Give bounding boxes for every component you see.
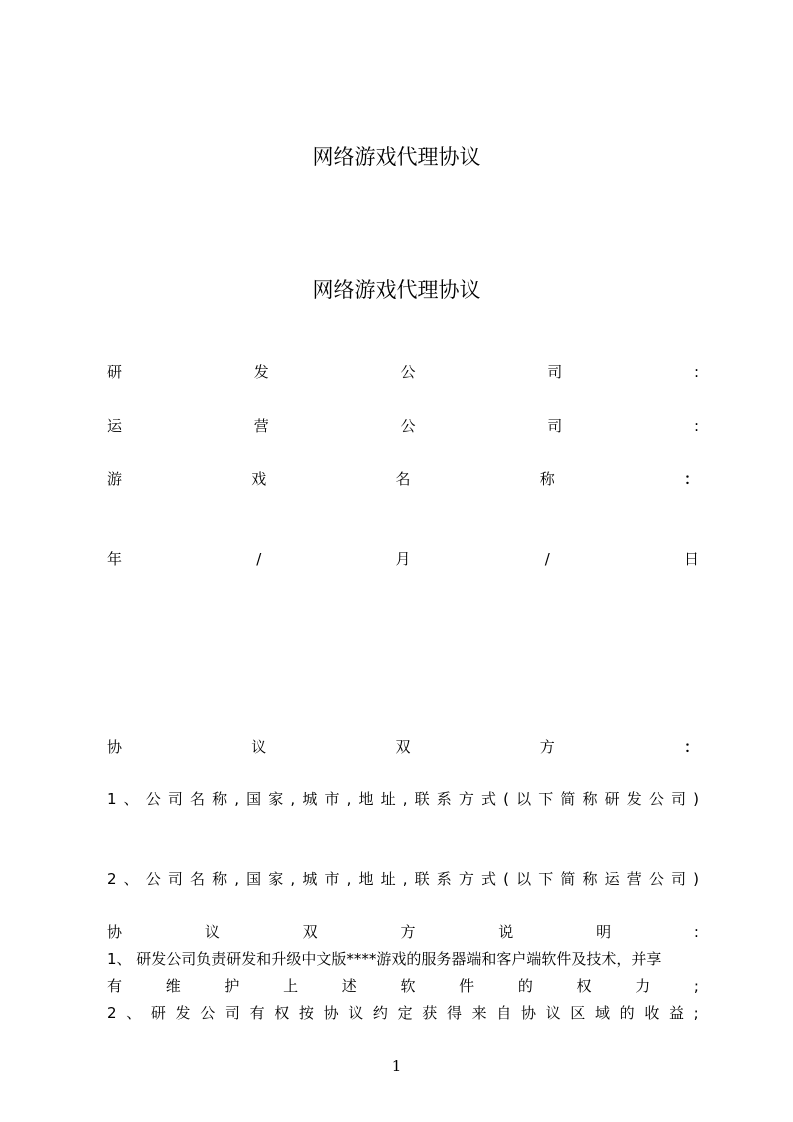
justified-char: 以 [516, 790, 532, 808]
page-number: 1 [391, 1057, 402, 1075]
justified-char: 2 [107, 870, 117, 888]
justified-char: 按 [298, 1004, 314, 1022]
justified-char: 协 [107, 738, 123, 756]
justified-char: 称 [212, 790, 228, 808]
justified-char: 司 [224, 1004, 240, 1022]
justified-char: 公 [400, 417, 416, 435]
justified-char: 地 [358, 870, 374, 888]
justified-char: 市 [324, 790, 340, 808]
justified-char: 权 [274, 1004, 290, 1022]
justified-char: : [693, 363, 699, 381]
justified-char: ： [683, 738, 699, 756]
justified-char: 家 [268, 790, 284, 808]
justified-char: 国 [246, 790, 262, 808]
justified-char: 城 [302, 790, 318, 808]
justified-char: 称 [582, 870, 598, 888]
justified-char: , [234, 790, 240, 808]
clause-1-line-2 [107, 976, 699, 996]
operating-company-field [107, 416, 699, 436]
justified-char: 方 [400, 923, 416, 941]
justified-char: 公 [648, 870, 664, 888]
justified-char: 议 [251, 738, 267, 756]
justified-char: 址 [380, 790, 396, 808]
justified-char: ( [503, 870, 509, 888]
justified-char: 、 [123, 790, 139, 808]
parties-explanation-heading [107, 922, 699, 942]
justified-char: 营 [626, 870, 642, 888]
justified-char: 收 [644, 1004, 660, 1022]
justified-char: 司 [547, 363, 563, 381]
justified-char: 称 [539, 470, 555, 488]
justified-char: , [346, 790, 352, 808]
justified-char: / [544, 550, 550, 568]
justified-char: 护 [224, 977, 240, 995]
justified-char: ( [503, 790, 509, 808]
justified-char: / [256, 550, 262, 568]
justified-char: 式 [480, 790, 496, 808]
justified-char: ; [693, 1004, 699, 1022]
justified-char: 、 [126, 1004, 142, 1022]
justified-char: 以 [516, 870, 532, 888]
justified-char: 游 [107, 470, 123, 488]
justified-char: ) [693, 870, 699, 888]
justified-char: 来 [471, 1004, 487, 1022]
clause-2-line [107, 1003, 699, 1023]
justified-char: 月 [395, 550, 411, 568]
justified-char: 协 [323, 1004, 339, 1022]
parties-heading [107, 737, 699, 757]
justified-char: 域 [594, 1004, 610, 1022]
clause-1-line-1: 1、 研发公司负责研发和升级中文版****游戏的服务器端和客户端软件及技术，并享 [107, 950, 662, 968]
justified-char: 上 [283, 977, 299, 995]
justified-char: 城 [302, 870, 318, 888]
justified-char: 自 [496, 1004, 512, 1022]
justified-char: ; [693, 977, 699, 995]
justified-char: 方 [539, 738, 555, 756]
justified-char: 件 [459, 977, 475, 995]
justified-char: 名 [190, 870, 206, 888]
justified-char: : [693, 923, 699, 941]
justified-char: 2 [107, 1004, 117, 1022]
justified-char: 有 [107, 977, 123, 995]
justified-char: 双 [395, 738, 411, 756]
justified-char: 益 [668, 1004, 684, 1022]
justified-char: 下 [538, 870, 554, 888]
justified-char: 说 [498, 923, 514, 941]
justified-char: 方 [458, 790, 474, 808]
justified-char: 研 [150, 1004, 166, 1022]
justified-char: 公 [145, 870, 161, 888]
justified-char: 司 [670, 790, 686, 808]
justified-char: 地 [358, 790, 374, 808]
date-field [107, 549, 699, 569]
justified-char: 市 [324, 870, 340, 888]
justified-char: 发 [253, 363, 269, 381]
justified-char: 联 [414, 870, 430, 888]
justified-char: 1 [107, 790, 117, 808]
document-title: 网络游戏代理协议 [312, 145, 481, 169]
justified-char: 协 [520, 1004, 536, 1022]
party-1-line [107, 789, 699, 809]
justified-char: 议 [204, 923, 220, 941]
justified-char: , [290, 790, 296, 808]
justified-char: 议 [545, 1004, 561, 1022]
justified-char: 系 [436, 790, 452, 808]
justified-char: 协 [107, 923, 123, 941]
justified-char: 年 [107, 550, 123, 568]
justified-char: , [346, 870, 352, 888]
justified-char: 、 [123, 870, 139, 888]
game-name-field [107, 469, 699, 489]
justified-char: 式 [480, 870, 496, 888]
justified-char: 系 [436, 870, 452, 888]
dev-company-field [107, 362, 699, 382]
justified-char: 司 [167, 790, 183, 808]
justified-char: 下 [538, 790, 554, 808]
justified-char: 营 [253, 417, 269, 435]
justified-char: 公 [648, 790, 664, 808]
justified-char: ： [683, 470, 699, 488]
justified-char: 称 [582, 790, 598, 808]
justified-char: 联 [414, 790, 430, 808]
justified-char: ) [693, 790, 699, 808]
justified-char: 运 [107, 417, 123, 435]
justified-char: 司 [167, 870, 183, 888]
justified-char: 软 [400, 977, 416, 995]
justified-char: 运 [604, 870, 620, 888]
justified-char: 简 [560, 790, 576, 808]
justified-char: 公 [145, 790, 161, 808]
justified-char: 方 [458, 870, 474, 888]
justified-char: 定 [397, 1004, 413, 1022]
justified-char: 有 [249, 1004, 265, 1022]
justified-char: , [234, 870, 240, 888]
justified-char: 日 [683, 550, 699, 568]
justified-char: , [290, 870, 296, 888]
party-2-line [107, 869, 699, 889]
justified-char: 家 [268, 870, 284, 888]
justified-char: 研 [604, 790, 620, 808]
justified-char: 获 [422, 1004, 438, 1022]
justified-char: 称 [212, 870, 228, 888]
justified-char: 明 [596, 923, 612, 941]
justified-char: 的 [619, 1004, 635, 1022]
justified-char: 司 [670, 870, 686, 888]
justified-char: , [402, 870, 408, 888]
justified-char: 发 [626, 790, 642, 808]
justified-char: 名 [190, 790, 206, 808]
justified-char: 司 [547, 417, 563, 435]
justified-char: : [693, 417, 699, 435]
justified-char: 权 [576, 977, 592, 995]
justified-char: 戏 [251, 470, 267, 488]
justified-char: 发 [175, 1004, 191, 1022]
justified-char: 得 [446, 1004, 462, 1022]
justified-char: 名 [395, 470, 411, 488]
justified-char: 址 [380, 870, 396, 888]
justified-char: 约 [372, 1004, 388, 1022]
justified-char: 维 [165, 977, 181, 995]
justified-char: 议 [348, 1004, 364, 1022]
justified-char: , [402, 790, 408, 808]
justified-char: 国 [246, 870, 262, 888]
justified-char: 述 [341, 977, 357, 995]
justified-char: 区 [570, 1004, 586, 1022]
justified-char: 简 [560, 870, 576, 888]
justified-char: 的 [517, 977, 533, 995]
justified-char: 公 [200, 1004, 216, 1022]
justified-char: 公 [400, 363, 416, 381]
justified-char: 研 [107, 363, 123, 381]
justified-char: 力 [635, 977, 651, 995]
agreement-title: 网络游戏代理协议 [312, 278, 481, 302]
justified-char: 双 [302, 923, 318, 941]
